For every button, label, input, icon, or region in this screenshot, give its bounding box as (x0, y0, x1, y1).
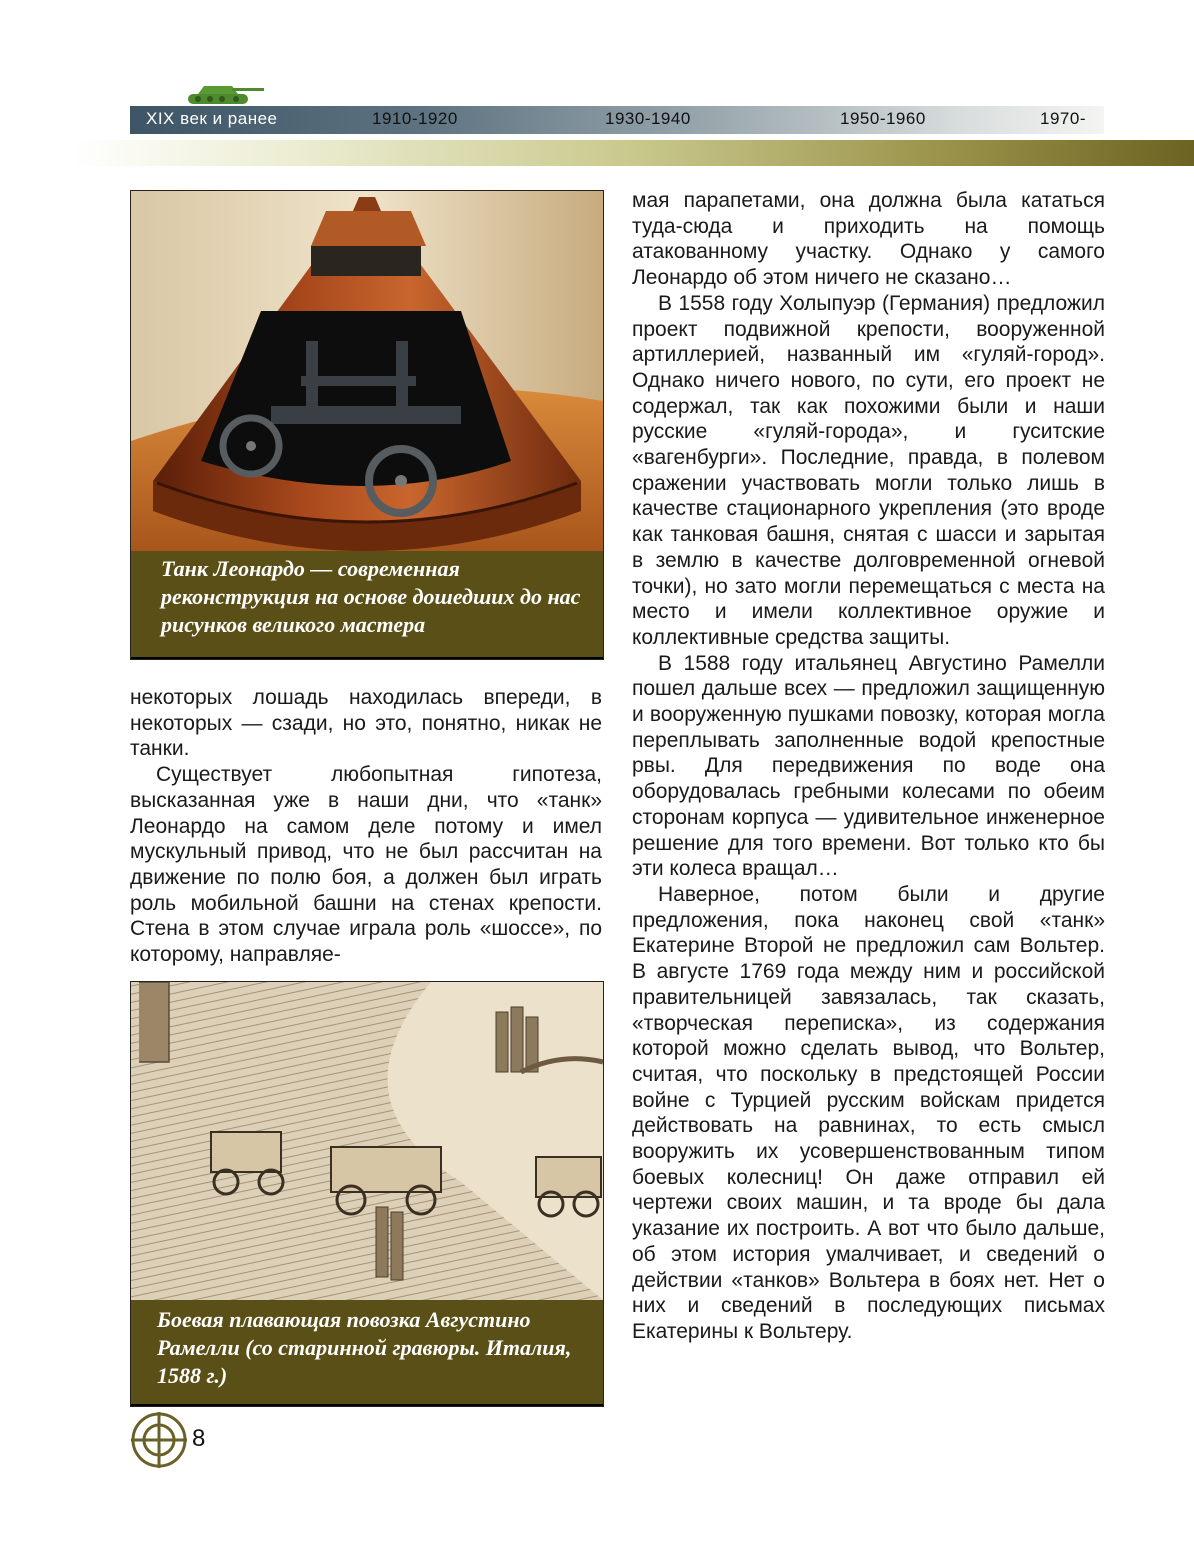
figure-leonardo-tank (130, 190, 604, 660)
paragraph: В 1588 году итальянец Августино Рамелли пошел дальше всех — предложил защищенную и вооруженную пушками повозку, которая могла переплывать заполненные водой крепостные рвы. Для передвижения по воде она оборудовалась гребными колесами по обеим сторонам корпуса — удивительное инженерное решение для того времени. Вот только кто бы эти колеса вращал… (632, 651, 1105, 881)
paragraph: В 1558 году Холыпуэр (Германия) предложил проект подвижной крепости, вооруженной артиллерией, названный им «гуляй-город». Однако ничего нового, по сути, его проект не содержал, так как похожими были и наши русские «гуляй-города», и гуситские «вагенбурги». Последние, правда, в полевом сражении участвовать могли только лишь в качестве стационарного укрепления (это вроде как танковая башня, снятая с шасси и зарытая в землю в качестве долговременной огневой точки), но зато могли перемещаться с места на место и имели коллективное оружие и коллективные средства защиты. (632, 291, 1105, 649)
timeline-era-2: 1910-1920 (372, 109, 458, 128)
paragraph: Существует любопытная гипотеза, высказанная уже в наши дни, что «танк» Леонардо на самом деле потому и имел мускульный привод, что не был рассчитан на движение по полю боя, а должен был играть роль мобильной башни на стенах крепости. Стена в этом случае играла роль «шоссе», по которому, направляе- (130, 763, 602, 967)
timeline-bar (130, 106, 1104, 134)
tank-icon (180, 80, 265, 108)
timeline-era-3: 1930-1940 (605, 109, 691, 128)
timeline-era-4: 1950-1960 (840, 109, 926, 128)
leonardo-tank-photo (131, 191, 603, 551)
paragraph: некоторых лошадь находилась впереди, в некоторых — сзади, но это, понятно, никак не танки. (130, 686, 602, 761)
text-column-left (130, 685, 602, 968)
figure-caption: Боевая плавающая повозка Августино Рамелли (со старинной гравюры. Италия, 1588 г.) (131, 1300, 603, 1404)
paragraph: мая парапетами, она должна была кататься туда-сюда и приходить на помощь атакованному участку. Однако у самого Леонардо об этом ничего не сказано… (632, 189, 1105, 290)
crosshair-icon (131, 1412, 187, 1468)
ramelli-engraving (131, 982, 603, 1300)
timeline-era-1: XIX век и ранее (146, 109, 278, 128)
text-column-right (632, 188, 1105, 1345)
figure-caption: Танк Леонардо — современная реконструкция на основе дошедших до нас рисунков великого мастера (131, 551, 603, 657)
paragraph: Наверное, потом были и другие предложения, пока наконец свой «танк» Екатерине Второй не предложил сам Вольтер. В августе 1769 года между ним и российской правительницей завязалась, так сказать, «творческая переписка», из содержания которой можно сделать вывод, что Вольтер, считая, что поскольку в предстоящей России войне с Турцией русским войскам придется действовать на равнинах, то есть смысл вооружить их усовершенствованным типом боевых колесниц! Он даже отправил ей чертежи своих машин, и та вроде бы дала указание их построить. А вот что было дальше, об этом история умалчивает, и сведений о действии «танков» Вольтера в боях нет. Нет о них и сведений в последующих письмах Екатерины к Вольтеру. (632, 882, 1105, 1343)
figure-ramelli-wagon (130, 981, 604, 1407)
header-band (70, 140, 1194, 166)
timeline-era-5: 1970- (1040, 109, 1086, 128)
page-number: 8 (192, 1425, 206, 1452)
